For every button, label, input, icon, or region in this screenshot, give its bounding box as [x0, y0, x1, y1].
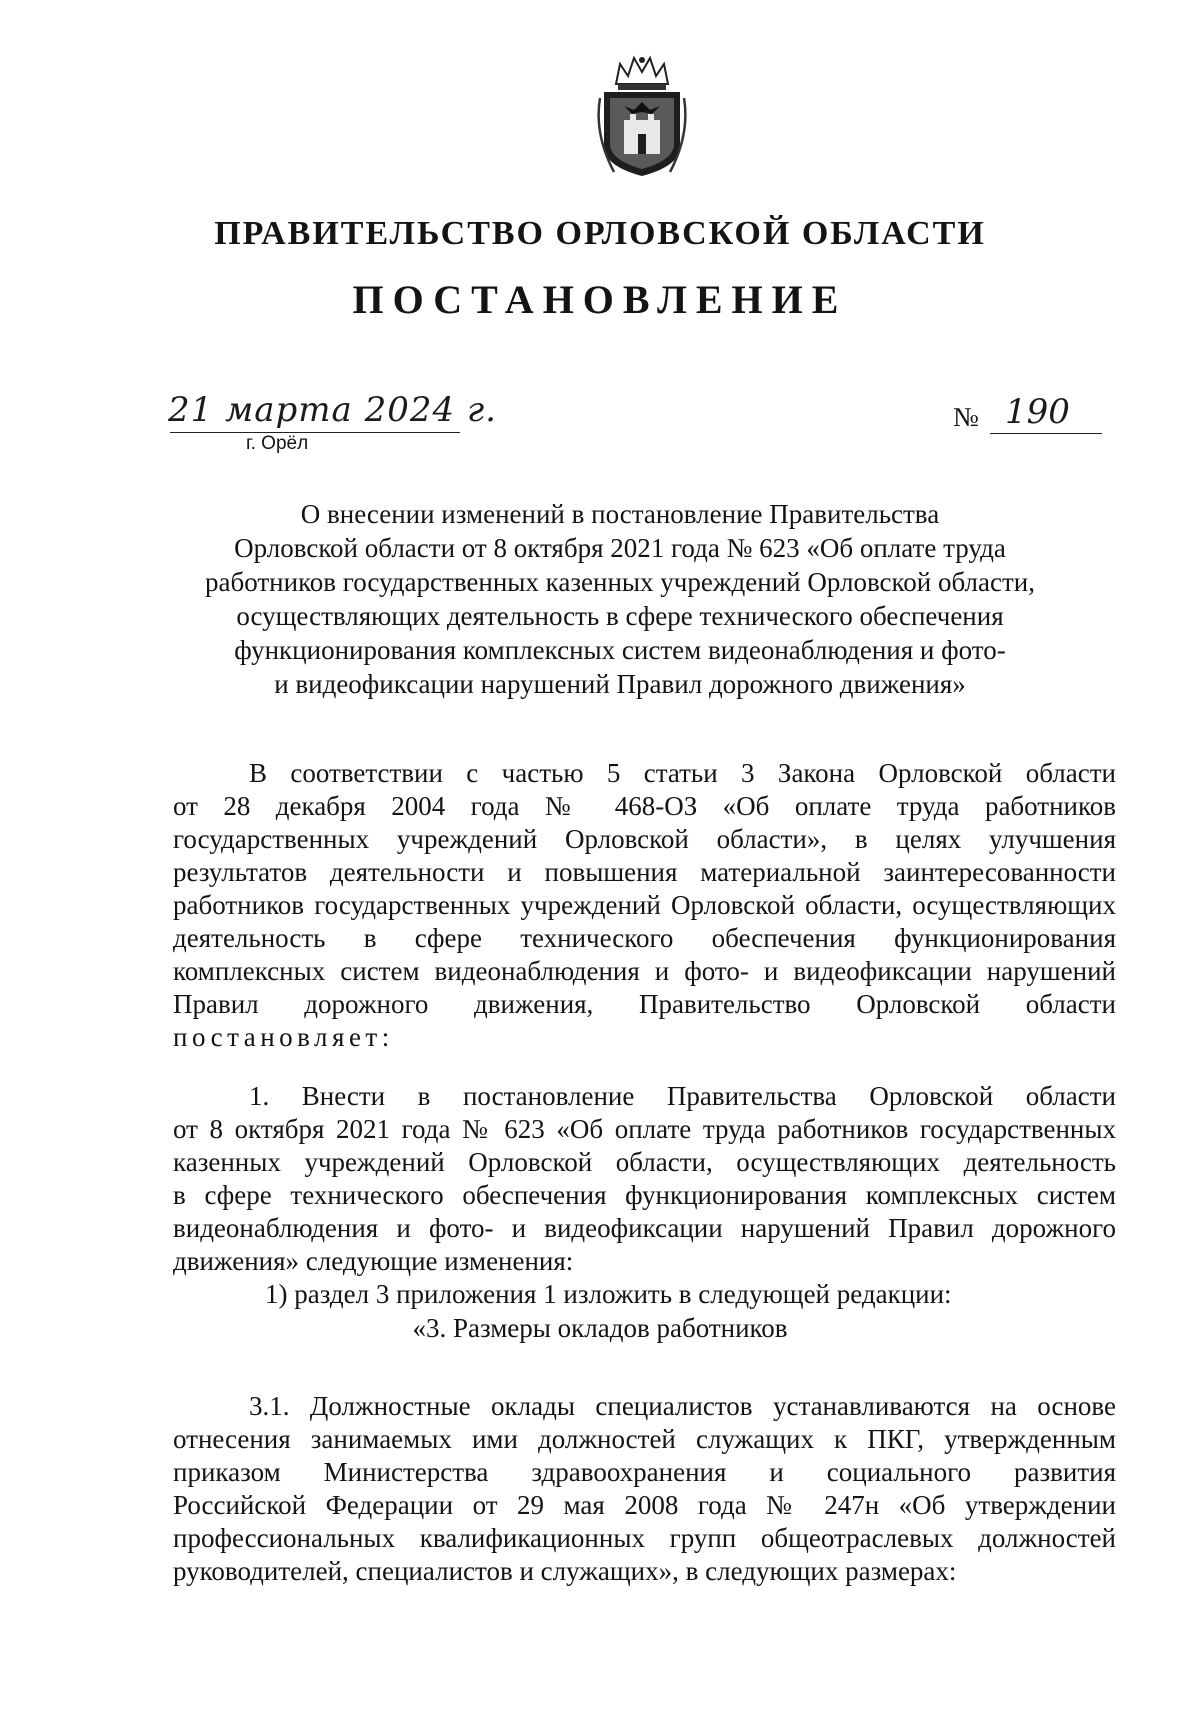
handwritten-date: 21 марта 2024 г. [168, 390, 497, 430]
section-3-1-line: отнесения занимаемых ими должностей служащих к ПКГ, утвержденным [173, 1424, 1116, 1454]
point-1-line: 1. Внести в постановление Правительства Орловской области [249, 1081, 1116, 1111]
preamble-paragraph [173, 757, 1116, 1054]
preamble-line: комплексных систем видеонаблюдения и фото- и видеофиксации нарушений [173, 956, 1116, 986]
section-3-1-line: приказом Министерства здравоохранения и социального развития [173, 1457, 1116, 1487]
government-name: ПРАВИТЕЛЬСТВО ОРЛОВСКОЙ ОБЛАСТИ [214, 215, 986, 252]
number-underline [990, 433, 1102, 434]
section-3-1-line: руководителей, специалистов и служащих», в следующих размерах: [173, 1556, 957, 1586]
subject-line: Орловской области от 8 октября 2021 года № 623 «Об оплате труда [234, 533, 1006, 563]
section-heading: «3. Размеры окладов работников [412, 1313, 788, 1343]
subject-line: работников государственных казенных учреждений Орловской области, [205, 567, 1035, 597]
section-3-1-paragraph [173, 1390, 1116, 1588]
subject-line: и видеофиксации нарушений Правил дорожного движения» [274, 669, 966, 699]
section-3-1-line: профессиональных квалификационных групп общеотраслевых должностей [173, 1523, 1116, 1553]
section-3-1-line: Российской Федерации от 29 мая 2008 года № 247н «Об утверждении [173, 1490, 1116, 1520]
document-type: ПОСТАНОВЛЕНИЕ [352, 277, 848, 322]
number-label: № [953, 402, 979, 432]
preamble-line: работников государственных учреждений Орловской области, осуществляющих [173, 890, 1116, 920]
preamble-line: государственных учреждений Орловской области», в целях улучшения [173, 824, 1116, 854]
point-1-line: в сфере технического обеспечения функционирования комплексных систем [173, 1180, 1116, 1210]
preamble-line: от 28 декабря 2004 года № 468-ОЗ «Об оплате труда работников [173, 791, 1116, 821]
point-1-paragraph [173, 1080, 1116, 1278]
city-label: г. Орёл [246, 433, 309, 454]
handwritten-number: 190 [1005, 392, 1070, 432]
point-1-line: движения» следующие изменения: [173, 1246, 574, 1276]
section-3-1-line: 3.1. Должностные оклады специалистов устанавливаются на основе [249, 1391, 1116, 1421]
preamble-line: В соответствии с частью 5 статьи 3 Закона Орловской области [249, 758, 1116, 788]
subject-line: осуществляющих деятельность в сфере технического обеспечения [236, 601, 1004, 631]
point-1-line: от 8 октября 2021 года № 623 «Об оплате труда работников государственных [173, 1114, 1116, 1144]
preamble-line: Правил дорожного движения, Правительство Орловской области [173, 989, 1116, 1019]
preamble-line: деятельность в сфере технического обеспечения функционирования [173, 923, 1116, 953]
preamble-line: результатов деятельности и повышения материальной заинтересованности [173, 857, 1116, 887]
resolves-word: постановляет: [173, 1022, 394, 1052]
coat-of-arms-icon [594, 54, 690, 178]
date-underline [170, 432, 460, 433]
subject-line: О внесении изменений в постановление Правительства [300, 499, 940, 529]
point-1-line: видеонаблюдения и фото- и видеофиксации нарушений Правил дорожного [173, 1213, 1116, 1243]
subitem-1: 1) раздел 3 приложения 1 изложить в следующей редакции: [265, 1279, 952, 1309]
document-subject [180, 497, 1060, 701]
point-1-line: казенных учреждений Орловской области, осуществляющих деятельность [173, 1147, 1116, 1177]
subject-line: функционирования комплексных систем видеонаблюдения и фото- [234, 635, 1006, 665]
